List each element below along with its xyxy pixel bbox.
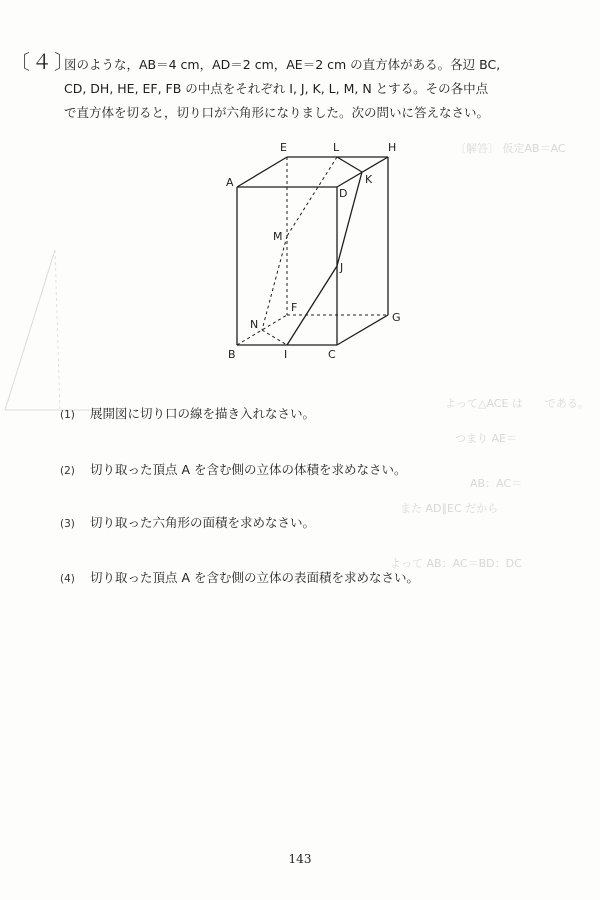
bleed-through-triangle <box>0 230 100 420</box>
question-text: 切り取った六角形の面積を求めなさい。 <box>90 515 316 530</box>
question-text: 展開図に切り口の線を描き入れなさい。 <box>90 406 316 421</box>
vertex-label-d: D <box>339 187 348 200</box>
vertex-label-e: E <box>280 141 287 154</box>
vertex-label-c: C <box>328 348 336 361</box>
bleed-through-text: AB：AC＝ <box>470 477 523 490</box>
bleed-through-text: また AD∥EC だから <box>400 502 499 515</box>
bleed-through-text: つまり AE＝ <box>455 432 517 445</box>
bleed-through-text: 〔解答〕 仮定AB＝AC <box>455 142 566 155</box>
question-number: (1) <box>60 409 75 421</box>
question-text: 切り取った頂点 A を含む側の立体の体積を求めなさい。 <box>90 462 407 477</box>
bleed-through-text: よって AB：AC＝BD：DC <box>390 557 522 570</box>
hexagon-section-edges <box>287 157 362 345</box>
vertex-label-n: N <box>250 318 259 331</box>
vertex-label-j: J <box>340 261 344 274</box>
vertex-label-a: A <box>226 176 234 189</box>
rectangular-prism-figure <box>210 135 420 365</box>
vertex-label-f: F <box>291 301 298 314</box>
question-number: (4) <box>60 573 75 585</box>
question-text: 切り取った頂点 A を含む側の立体の表面積を求めなさい。 <box>90 570 419 585</box>
vertex-label-k: K <box>365 173 373 186</box>
page-number: 143 <box>288 852 312 866</box>
bleed-through-text: よって△ACE は である。 <box>445 397 589 410</box>
vertex-label-m: M <box>273 230 283 243</box>
question-1 <box>60 403 315 422</box>
question-number: (3) <box>60 518 75 530</box>
question-3 <box>60 512 315 531</box>
intro-text-line-2: CD, DH, HE, EF, FB の中点をそれぞれ I, J, K, L, M, N とする。その各中点 <box>64 81 489 96</box>
vertex-label-g: G <box>392 311 401 324</box>
intro-text-line-1: 図のような，AB＝4 cm，AD＝2 cm，AE＝2 cm の直方体がある。各辺 BC, <box>64 57 501 72</box>
question-2 <box>60 459 407 478</box>
problem-number: 〔４〕 <box>10 50 76 74</box>
vertex-label-b: B <box>228 348 236 361</box>
question-4 <box>60 567 419 586</box>
hexagon-section-hidden-edges <box>262 157 337 345</box>
question-number: (2) <box>60 465 75 477</box>
vertex-label-h: H <box>388 141 397 154</box>
intro-text-line-3: で直方体を切ると，切り口が六角形になりました。次の問いに答えなさい。 <box>64 105 490 120</box>
vertex-label-i: I <box>284 348 288 361</box>
vertex-label-l: L <box>333 141 340 154</box>
